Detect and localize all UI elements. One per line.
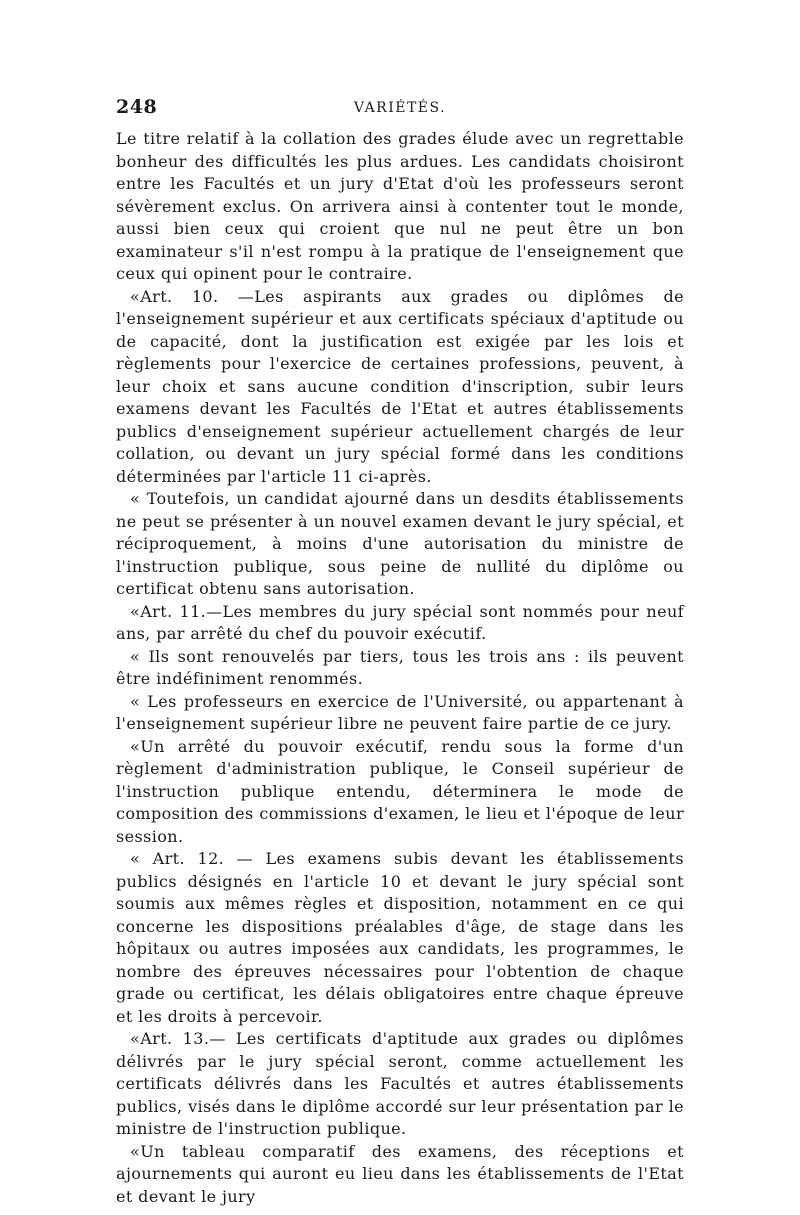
paragraph-intro: Le titre relatif à la collation des grades élude avec un regrettable bonheur des difficultés les plus ardues. Les candidats choisiront entre les Facultés et un jury d'Etat d'où les professeurs seront sévèrement exclus. On arrivera ainsi à contenter tout le monde, aussi bien ceux qui croient que nul ne peut être un bon examinateur s'il n'est rompu à la pratique de l'enseignement que ceux qui opinent pour le contraire. (116, 129, 684, 283)
paragraph-article-11: «Art. 11.—Les membres du jury spécial sont nommés pour neuf ans, par arrêté du chef du pouvoir exécutif. (116, 601, 684, 643)
paragraph-renouveles: « Ils sont renouvelés par tiers, tous les trois ans : ils peuvent être indéfiniment renommés. (116, 646, 684, 688)
section-title: VARIÉTÉS. (353, 100, 447, 116)
page-number: 248 (116, 96, 158, 118)
running-head (116, 96, 684, 122)
paragraph-article-13: «Art. 13.— Les certificats d'aptitude aux grades ou diplômes délivrés par le jury spécial seront, comme actuellement les certificats délivrés dans les Facultés et autres établissements publics, visés dans le diplôme accordé sur leur présentation par le ministre de l'instruction publique. (116, 1029, 684, 1138)
paragraph-tableau: «Un tableau comparatif des examens, des réceptions et ajournements qui auront eu lieu dans les établissements de l'Etat et devant le jury (116, 1141, 684, 1206)
body-text (116, 128, 684, 1208)
paragraph-article-10: «Art. 10. —Les aspirants aux grades ou diplômes de l'enseignement supérieur et aux certificats spéciaux d'aptitude ou de capacité, dont la justification est exigée par les lois et règlements pour l'exercice de certaines professions, peuvent, à leur choix et sans aucune condition d'inscription, subir leurs examens devant les Facultés de l'Etat et autres établissements publics d'enseignement supérieur actuellement chargés de leur collation, ou devant un jury spécial formé dans les conditions déterminées par l'article 11 ci-après. (116, 286, 684, 486)
book-page (116, 96, 684, 1208)
paragraph-toutefois: « Toutefois, un candidat ajourné dans un desdits établissements ne peut se présenter à un nouvel examen devant le jury spécial, et réciproquement, à moins d'une autorisation du ministre de l'instruction publique, sous peine de nullité du diplôme ou certificat obtenu sans autorisation. (116, 489, 684, 598)
paragraph-article-12: « Art. 12. — Les examens subis devant les établissements publics désignés en l'article 10 et devant le jury spécial sont soumis aux mêmes règles et disposition, notamment en ce qui concerne les dispositions préalables d'âge, de stage dans les hôpitaux ou autres imposées aux candidats, les programmes, le nombre des épreuves nécessaires pour l'obtention de chaque grade ou certificat, les délais obligatoires entre chaque épreuve et les droits à percevoir. (116, 849, 684, 1026)
paragraph-arrete: «Un arrêté du pouvoir exécutif, rendu sous la forme d'un règlement d'administration publique, le Conseil supérieur de l'instruction publique entendu, déterminera le mode de composition des commissions d'examen, le lieu et l'époque de leur session. (116, 736, 684, 846)
paragraph-professeurs: « Les professeurs en exercice de l'Université, ou appartenant à l'enseignement supérieur libre ne peuvent faire partie de ce jury. (116, 691, 684, 733)
